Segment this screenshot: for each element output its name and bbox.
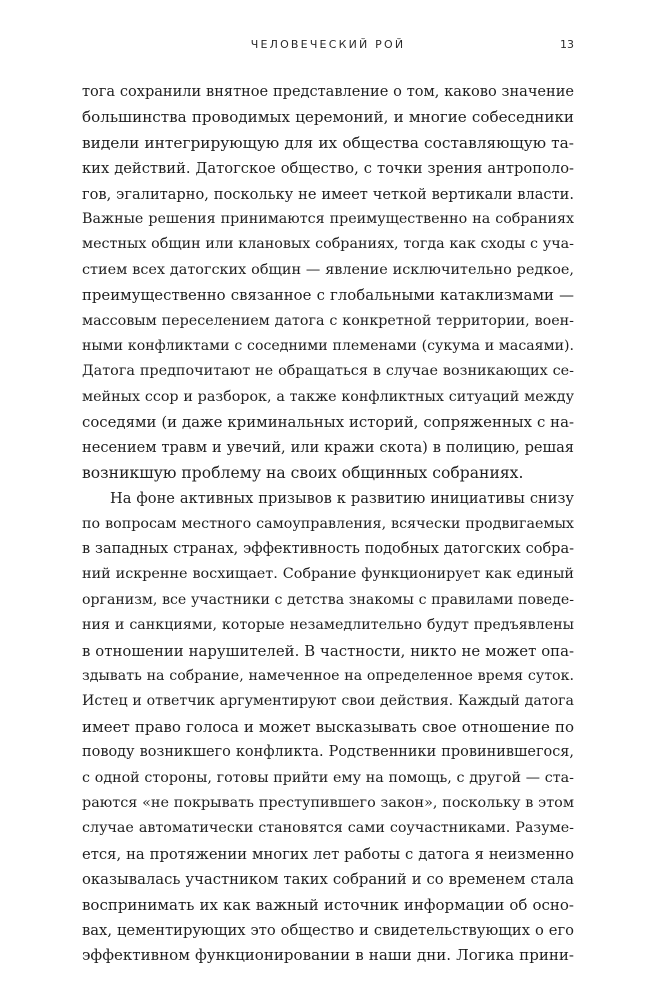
text-line: здывать на собрание, намеченное на определенное время суток. — [82, 667, 574, 684]
text-line: Истец и ответчик аргументируют свои действия. Каждый датога — [82, 693, 574, 710]
text-line: по вопросам местного самоуправления, всячески продвигаемых — [82, 515, 574, 532]
text-line: ких действий. Датогское общество, с точки зрения антрополо- — [82, 160, 574, 178]
text-line: видели интегрирующую для их общества составляющую та- — [82, 133, 574, 152]
text-line: На фоне активных призывов к развитию инициативы снизу — [110, 490, 574, 508]
text-line: оказывалась участником таких собраний и со временем стала — [82, 871, 574, 889]
text-line: местных общин или клановых собраниях, тогда как сходы с уча- — [82, 236, 574, 253]
text-line: соседями (и даже криминальных историй, сопряженных с на- — [82, 413, 574, 432]
text-line: ний искренне восхищает. Собрание функционирует как единый — [82, 566, 574, 583]
text-line: раются «не покрывать преступившего закон», поскольку в этом — [82, 794, 574, 811]
text-line: гов, эгалитарно, поскольку не имеет четкой вертикали власти. — [82, 185, 574, 203]
text-line: тога сохранили внятное представление о том, каково значение — [82, 84, 574, 100]
text-line: в отношении нарушителей. В частности, никто не может опа- — [82, 641, 574, 660]
text-line: случае автоматически становятся сами соучастниками. Разуме- — [82, 820, 574, 837]
text-line: имеет право голоса и может высказывать свое отношение по — [82, 717, 574, 736]
text-line: воспринимать их как важный источник информации об осно- — [82, 895, 574, 914]
text-line: в западных странах, эффективность подобных датогских собра- — [82, 541, 574, 558]
text-line: преимущественно связанное с глобальными катаклизмами — — [82, 286, 574, 305]
paragraph-1 — [82, 80, 574, 486]
text-line: Важные решения принимаются преимущественно на собраниях — [82, 210, 574, 227]
text-line: организм, все участники с детства знакомы с правилами поведе- — [82, 591, 574, 608]
text-line: массовым переселением датога с конкретной территории, воен- — [82, 312, 574, 329]
text-line: с одной стороны, готовы прийти ему на помощь, с другой — ста- — [82, 769, 574, 786]
text-line: несением травм и увечий, или кражи скота) в полицию, решая — [82, 439, 574, 457]
text-line: ными конфликтами с соседними племенами (сукума и масаями). — [82, 337, 574, 354]
page-number: 13 — [560, 38, 574, 51]
running-head — [82, 38, 574, 58]
paragraph-2 — [82, 486, 574, 968]
text-line: стием всех датогских общин — явление исключительно редкое, — [82, 261, 574, 278]
text-line: Датога предпочитают не обращаться в случае возникающих се- — [82, 363, 574, 380]
body-text — [82, 80, 574, 969]
text-line: эффективном функционировании в наши дни. Логика прини- — [82, 946, 574, 965]
text-line: большинства проводимых церемоний, и многие собеседники — [82, 108, 574, 127]
running-title: ЧЕЛОВЕЧЕСКИЙ РОЙ — [250, 38, 406, 51]
text-line: поводу возникшего конфликта. Родственники провинившегося, — [82, 744, 574, 761]
text-line: мейных ссор и разборок, а также конфликтных ситуаций между — [82, 388, 574, 405]
text-line: вах, цементирующих это общество и свидетельствующих о его — [82, 921, 574, 939]
text-line: ется, на протяжении многих лет работы с датога я неизменно — [82, 845, 574, 863]
text-line: возникшую проблему на своих общинных собраниях. — [82, 463, 524, 482]
text-line: ния и санкциями, которые незамедлительно будут предъявлены — [82, 617, 574, 634]
